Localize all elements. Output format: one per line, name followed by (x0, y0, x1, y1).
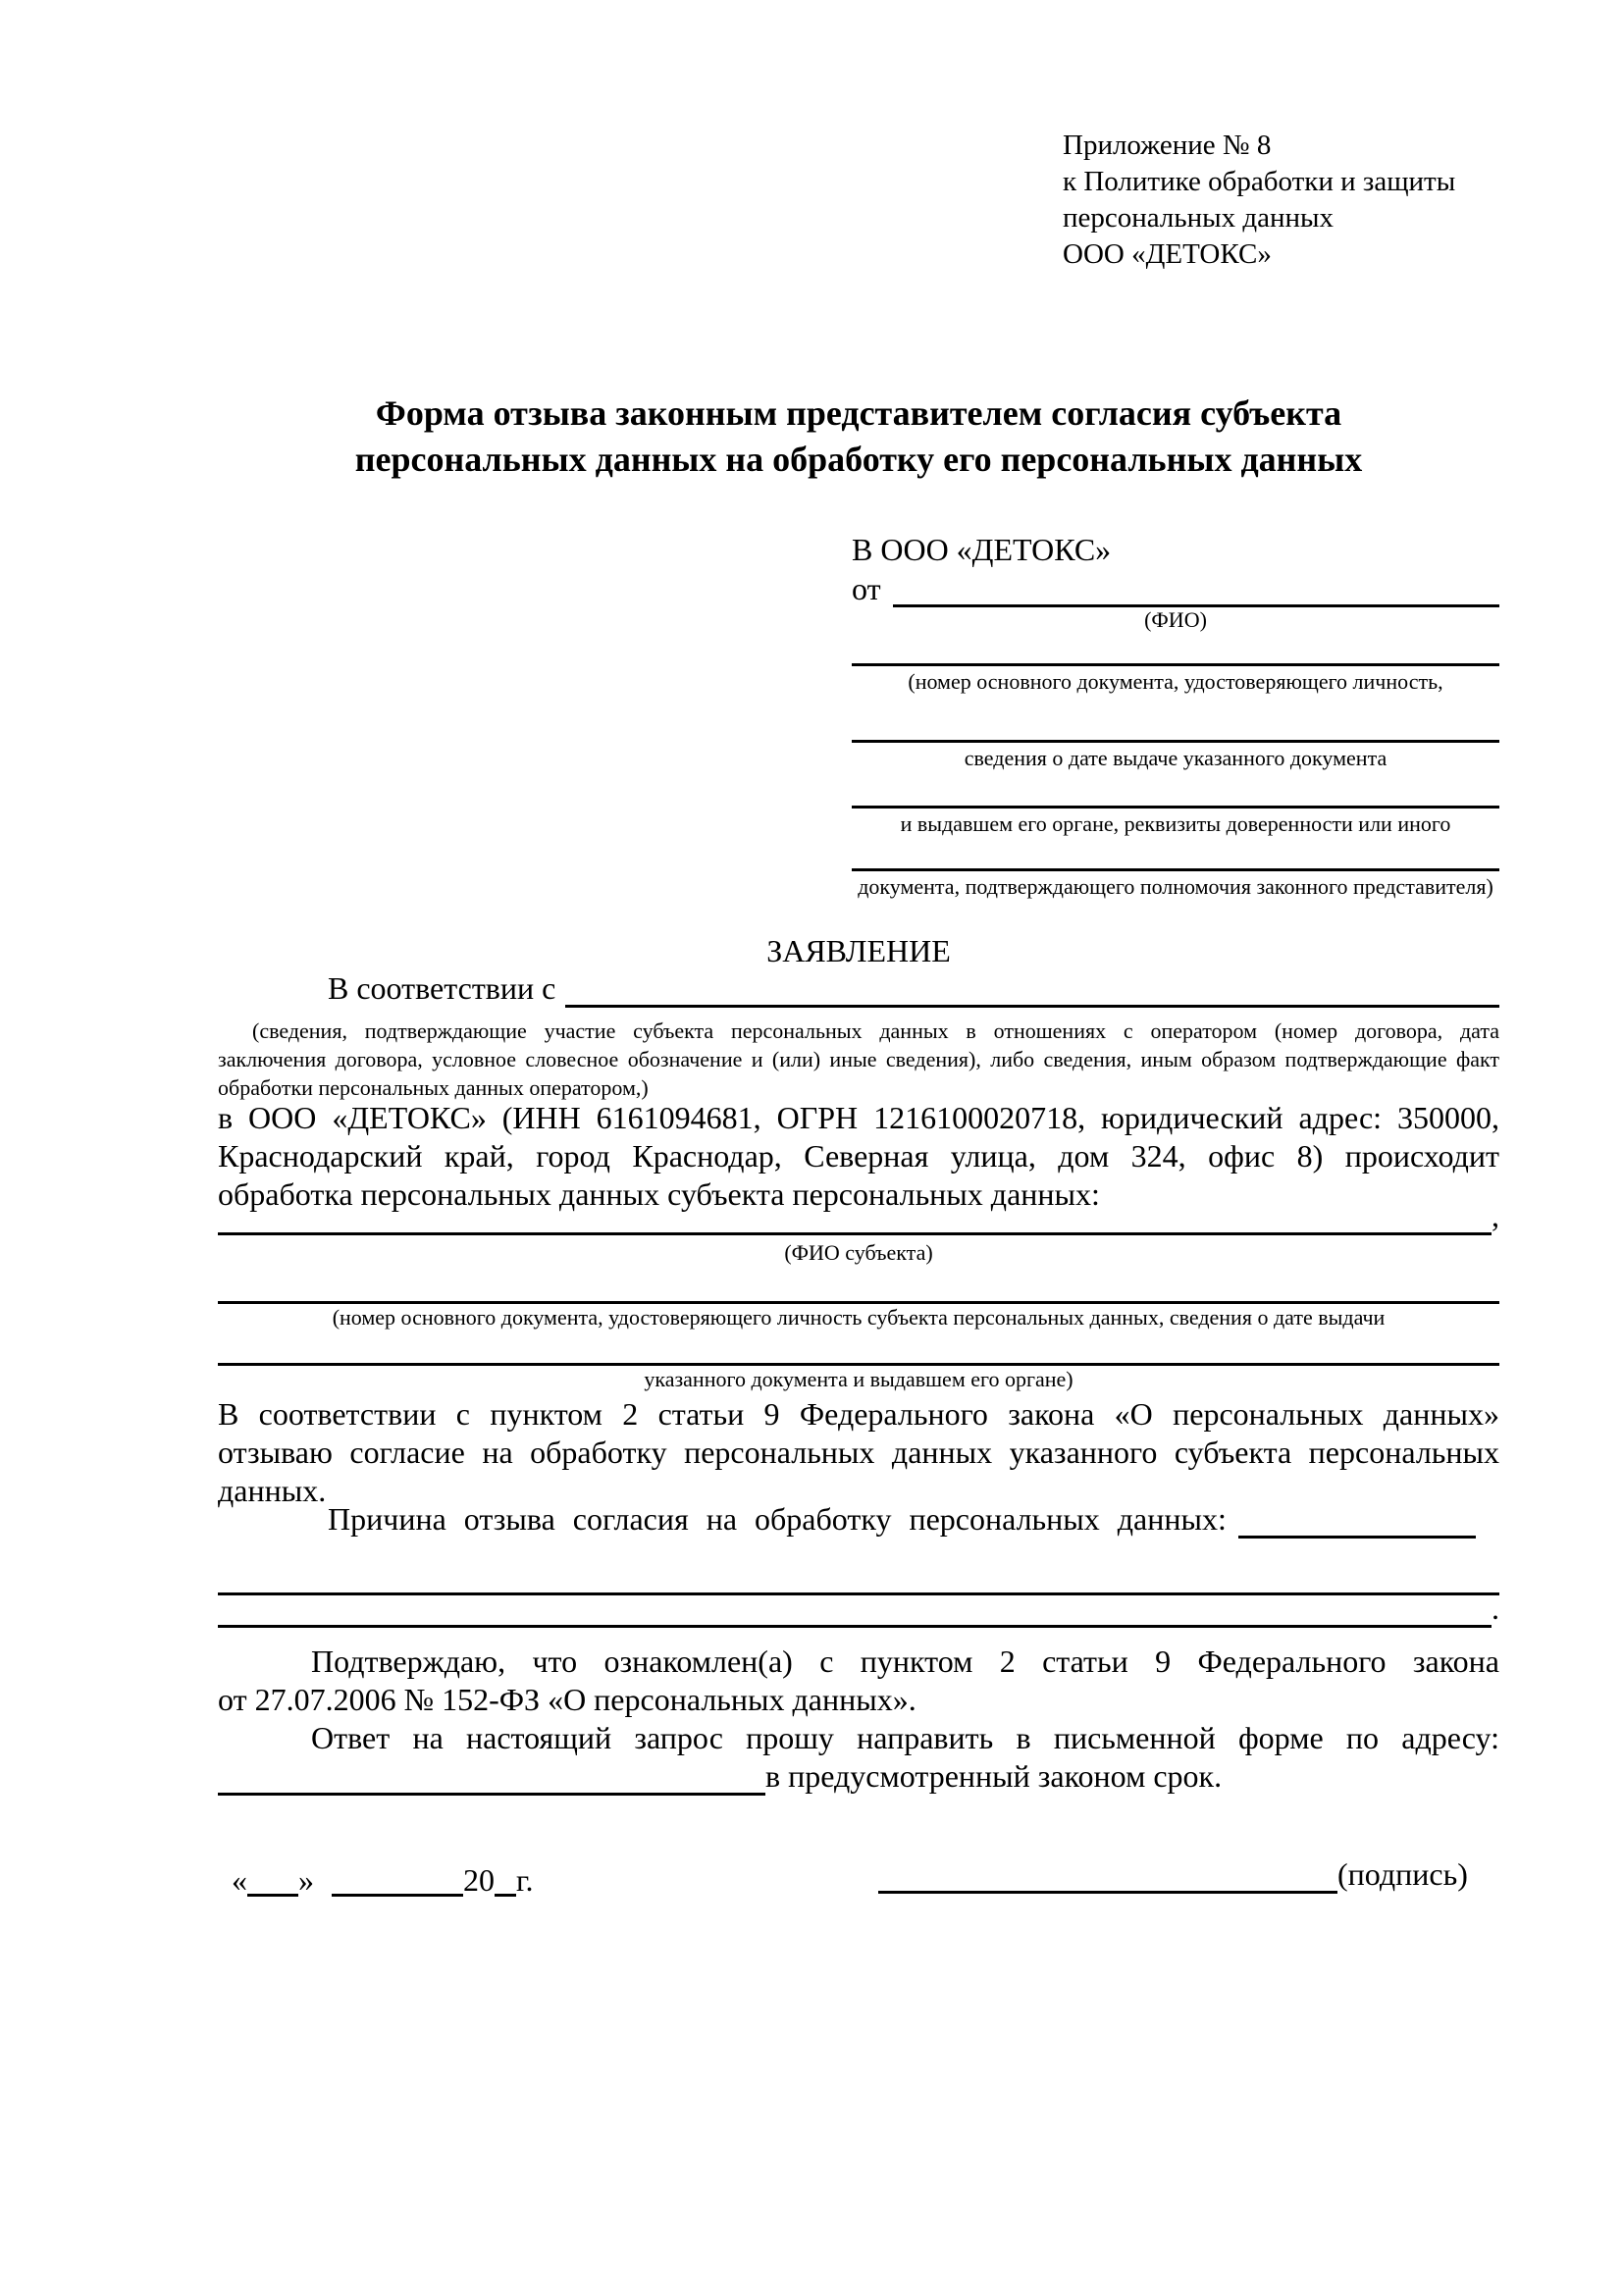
annex-note (1063, 128, 1455, 273)
reply-line: Ответ на настоящий запрос прошу направить в письменной форме по адресу: (311, 1720, 1499, 1755)
comma-after-blank: , (1492, 1198, 1499, 1233)
addressee-to: В ООО «ДЕТОКС» (852, 532, 1112, 567)
reason-blank (1238, 1534, 1476, 1539)
reply-address-row (218, 1760, 1499, 1796)
title-line-1: Форма отзыва законным представителем согласия субъекта (375, 393, 1342, 433)
subject-doc-caption-1: (номер основного документа, удостоверяющего личность субъекта персональных данных, сведения о дате выдачи (332, 1305, 1386, 1330)
doc-caption-4: документа, подтверждающего полномочия законного представителя) (858, 874, 1493, 899)
doc-caption-3: и выдавшем его органе, реквизиты доверенности или иного (900, 811, 1451, 836)
intro-blank (565, 1003, 1499, 1008)
operator-line-3: обработка персональных данных субъекта персональных данных: (218, 1176, 1100, 1212)
subject-fio-caption: (ФИО субъекта) (784, 1240, 933, 1265)
subject-doc-blank-2 (218, 1330, 1499, 1366)
intro-row (218, 970, 1499, 1008)
address-blank (218, 1791, 765, 1796)
signature-caption: (подпись) (1337, 1856, 1468, 1892)
signature-blank (878, 1889, 1337, 1894)
doc-blank-4 (852, 836, 1499, 871)
reply-tail: в предусмотренный законом срок. (765, 1758, 1223, 1794)
confirm-line-1: Подтверждаю, что ознакомлен(а) с пунктом 2 статьи 9 Федерального закона (311, 1644, 1499, 1679)
subject-doc-caption-2: указанного документа и выдавшем его органе) (644, 1367, 1073, 1391)
doc-blank-2 (852, 694, 1499, 743)
annex-line: ООО «ДЕТОКС» (1063, 238, 1272, 270)
addressee-block (852, 533, 1499, 899)
document-title (218, 391, 1499, 483)
withdrawal-line-3: данных. (218, 1473, 327, 1508)
operator-paragraph (218, 1099, 1499, 1214)
intro-note (218, 1017, 1499, 1102)
withdrawal-paragraph (218, 1395, 1499, 1510)
annex-line: к Политике обработки и защиты (1063, 166, 1456, 197)
confirm-line-2: от 27.07.2006 № 152-ФЗ «О персональных данных». (218, 1682, 916, 1717)
date-day-blank (247, 1860, 298, 1897)
quote-close: » (298, 1862, 314, 1898)
subject-fio-row (218, 1198, 1499, 1235)
date-group (232, 1860, 534, 1897)
operator-line-1: в ООО «ДЕТОКС» (ИНН 6161094681, ОГРН 1216100020718, юридический адрес: 350000, (218, 1100, 1499, 1135)
note-line-2: заключения договора, условное словесное обозначение и (или) иные сведения), либо сведения, иным образом подтверждающие факт (218, 1047, 1499, 1071)
withdrawal-line-1: В соответствии с пунктом 2 статьи 9 Федерального закона «О персональных данных» (218, 1396, 1499, 1432)
note-line-1: (сведения, подтверждающие участие субъекта персональных данных в отношениях с оператором (номер договора, дата (252, 1018, 1499, 1043)
confirm-paragraph (218, 1643, 1499, 1719)
title-line-2: персональных данных на обработку его персональных данных (354, 440, 1363, 479)
doc-caption-2: сведения о дате выдаче указанного документа (964, 746, 1387, 770)
statement-heading: ЗАЯВЛЕНИЕ (766, 933, 951, 968)
year-suffix: г. (516, 1862, 534, 1898)
from-label: от (852, 571, 881, 606)
reason-label: Причина отзыва согласия на обработку персональных данных: (328, 1501, 1227, 1537)
doc-caption-1: (номер основного документа, удостоверяющего личность, (908, 669, 1443, 694)
period-after-blank: . (1492, 1591, 1499, 1626)
reason-row (218, 1501, 1499, 1539)
annex-line: Приложение № 8 (1063, 130, 1272, 161)
intro-label: В соответствии с (328, 970, 556, 1006)
free-blank-2-row (218, 1591, 1499, 1628)
signature-group (878, 1856, 1468, 1894)
annex-line: персональных данных (1063, 202, 1335, 234)
subject-doc-blank-1 (218, 1266, 1499, 1304)
operator-line-2: Краснодарский край, город Краснодар, Северная улица, дом 324, офис 8) происходит (218, 1138, 1499, 1174)
from-row (852, 571, 1499, 607)
date-month-blank (332, 1860, 463, 1897)
doc-blank-3 (852, 770, 1499, 809)
free-blank-2 (218, 1623, 1492, 1628)
fio-caption: (ФИО) (1144, 607, 1207, 632)
withdrawal-line-2: отзываю согласие на обработку персональных данных указанного субъекта персональных (218, 1435, 1499, 1470)
date-year-blank (495, 1860, 516, 1897)
free-blank-1 (218, 1563, 1499, 1595)
year-prefix: 20 (463, 1862, 495, 1898)
quote-open: « (232, 1862, 247, 1898)
doc-blank-1 (852, 632, 1499, 666)
note-line-3: обработки персональных данных оператором,) (218, 1075, 649, 1100)
subject-fio-blank (218, 1230, 1492, 1235)
